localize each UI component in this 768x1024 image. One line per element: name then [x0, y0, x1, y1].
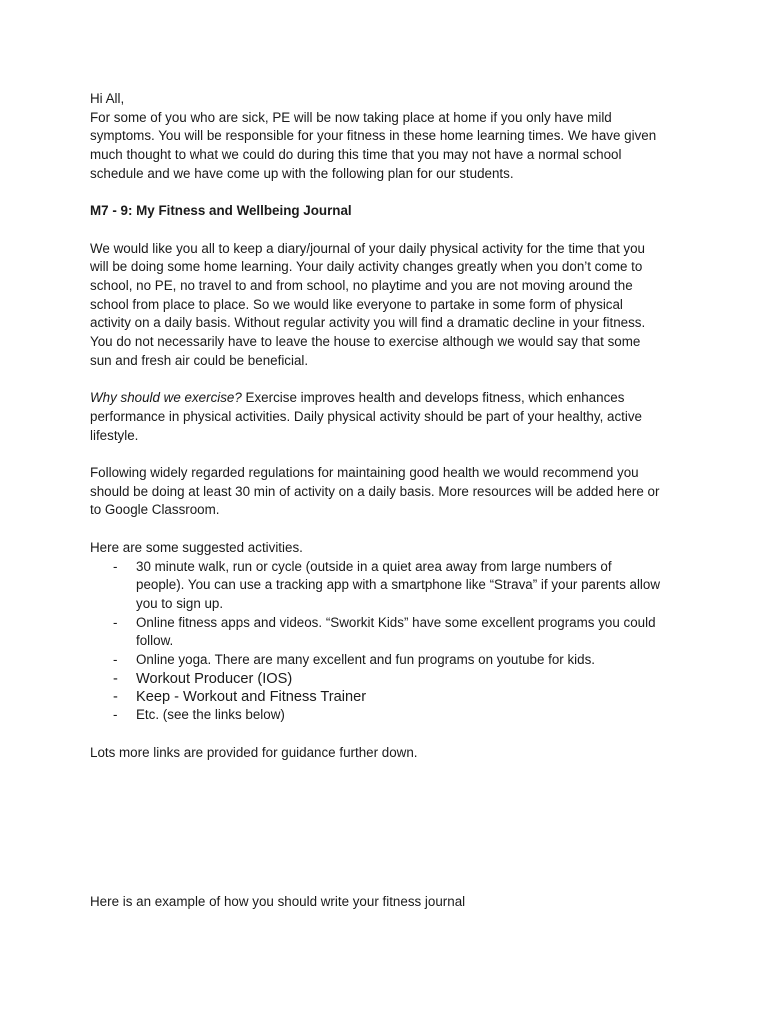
regulations-line: Following widely regarded regulations for maintaining good health we would recommend you [90, 465, 639, 480]
list-item-line: people). You can use a tracking app with a smartphone like “Strava” if your parents allow [136, 577, 661, 593]
list-item [90, 706, 690, 725]
dash-bullet: - [113, 688, 118, 705]
example-note-text: Here is an example of how you should write your fitness journal [90, 894, 466, 910]
why-line: lifestyle. [90, 427, 139, 443]
list-item-line: Etc. (see the links below) [136, 707, 285, 723]
spacer [90, 445, 690, 464]
links-note-text: Lots more links are provided for guidance further down. [90, 744, 418, 760]
list-item-line: you to sign up. [136, 595, 224, 611]
spacer [90, 221, 690, 240]
intro-line: much thought to what we could do during this time that you may not have a normal school [90, 147, 622, 163]
list-item-line: Online fitness apps and videos. “Sworkit Kids” have some excellent programs you could [136, 614, 656, 630]
greeting-text: Hi All, [90, 91, 125, 106]
dash-bullet: - [113, 558, 118, 574]
journal-line: We would like you all to keep a diary/journal of your daily physical activity for the time that you [90, 240, 645, 256]
journal-line: school from place to place. So we would like everyone to partake in some form of physical [90, 296, 623, 312]
journal-line: activity on a daily basis. Without regular activity you will find a dramatic decline in your fitness. [90, 315, 646, 331]
intro-line: schedule and we have come up with the following plan for our students. [90, 165, 514, 181]
document-page [90, 90, 690, 912]
spacer [90, 371, 690, 390]
spacer [90, 762, 690, 893]
greeting [90, 90, 690, 109]
journal-line: You do not necessarily have to leave the house to exercise although we would say that some [90, 334, 641, 350]
list-item [90, 688, 690, 706]
journal-heading [90, 202, 690, 221]
why-answer-start: Exercise improves health and develops fitness, which enhances [241, 390, 625, 406]
example-note [90, 893, 690, 912]
list-item [90, 670, 690, 688]
list-item-line: Workout Producer (IOS) [136, 670, 293, 687]
activities-list [90, 558, 690, 725]
regulations-line: should be doing at least 30 min of activity on a daily basis. More resources will be added here or [90, 483, 660, 499]
intro-line: symptoms. You will be responsible for your fitness in these home learning times. We have given [90, 128, 657, 144]
list-item-line: Keep - Workout and Fitness Trainer [136, 688, 367, 705]
journal-line: sun and fresh air could be beneficial. [90, 352, 309, 368]
why-line: performance in physical activities. Daily physical activity should be part of your healthy, active [90, 408, 642, 424]
activities-intro-text: Here are some suggested activities. [90, 539, 303, 555]
why-line [90, 389, 690, 408]
links-note [90, 744, 690, 763]
spacer [90, 520, 690, 539]
list-item-line: Online yoga. There are many excellent and fun programs on youtube for kids. [136, 652, 596, 668]
journal-line: will be doing some home learning. Your daily activity changes greatly when you don’t come to [90, 259, 643, 275]
dash-bullet: - [113, 652, 118, 668]
intro-line: For some of you who are sick, PE will be now taking place at home if you only have mild [90, 109, 612, 125]
intro-paragraph [90, 109, 690, 184]
regulations-line: to Google Classroom. [90, 502, 220, 518]
spacer [90, 184, 690, 203]
list-item-line: follow. [136, 633, 174, 649]
list-item [90, 651, 690, 670]
heading-text: M7 - 9: My Fitness and Wellbeing Journal [90, 203, 352, 219]
spacer [90, 725, 690, 744]
why-question: Why should we exercise? [90, 390, 242, 406]
dash-bullet: - [113, 670, 118, 687]
regulations-paragraph [90, 464, 690, 520]
dash-bullet: - [113, 707, 118, 723]
list-item-line: 30 minute walk, run or cycle (outside in a quiet area away from large numbers of [136, 558, 612, 574]
journal-line: school, no PE, no travel to and from school, no playtime and you are not moving around the [90, 278, 633, 293]
why-exercise-paragraph [90, 389, 690, 445]
list-item [90, 614, 690, 651]
journal-paragraph [90, 240, 690, 371]
activities-intro [90, 539, 690, 558]
dash-bullet: - [113, 614, 118, 630]
list-item [90, 558, 690, 614]
